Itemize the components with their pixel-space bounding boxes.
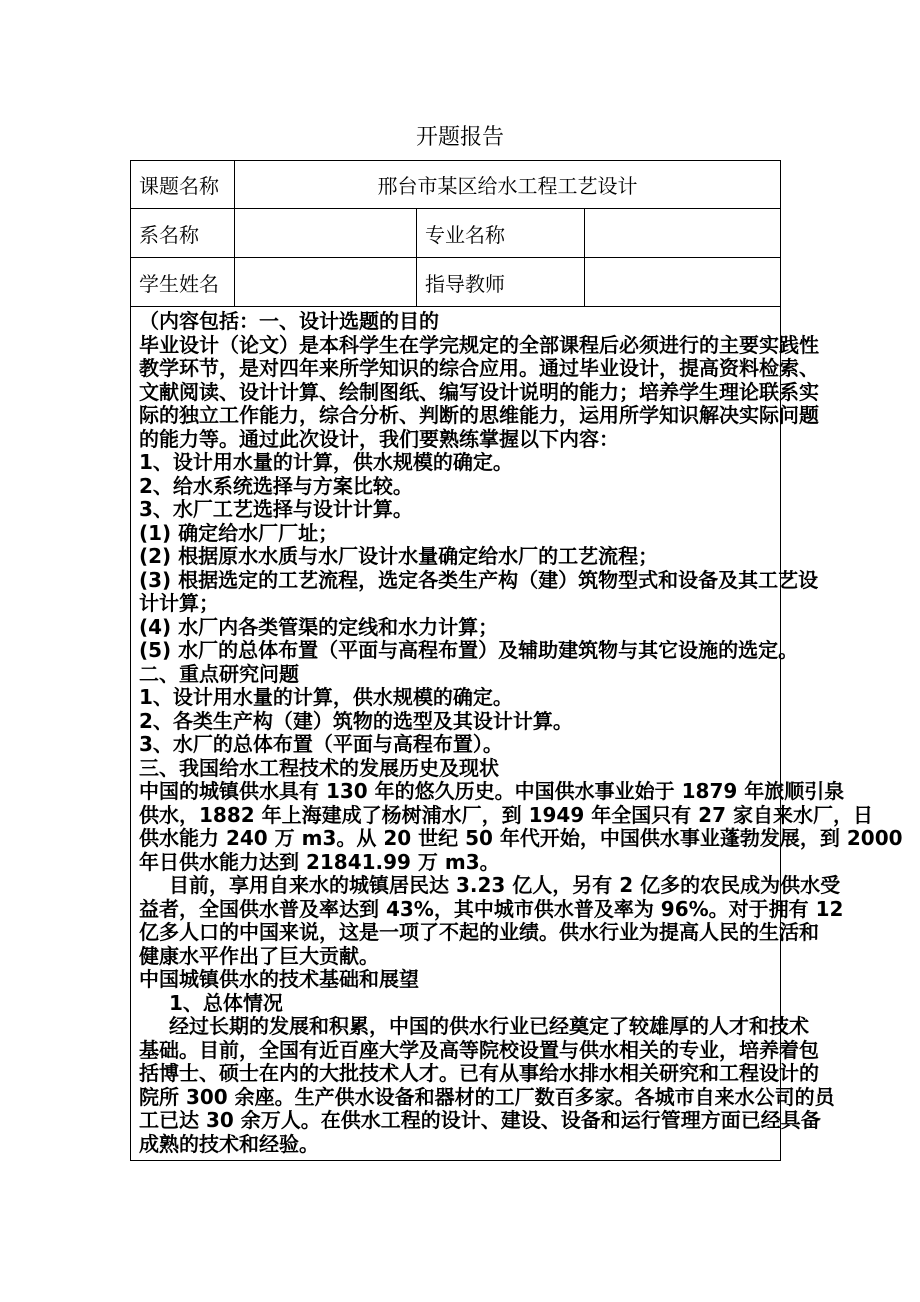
content-line: 中国的城镇供水具有 130 年的悠久历史。中国供水事业始于 1879 年旅顺引泉 xyxy=(139,779,845,803)
student-name-value[interactable] xyxy=(235,258,417,307)
content-line: 文献阅读、设计计算、绘制图纸、编写设计说明的能力；培养学生理论联系实 xyxy=(139,379,819,404)
major-value[interactable] xyxy=(585,209,781,258)
content-line: 益者，全国供水普及率达到 43%，其中城市供水普及率为 96%。对于拥有 12 xyxy=(139,896,844,921)
content-line: 经过长期的发展和积累，中国的供水行业已经奠定了较雄厚的人才和技术 xyxy=(169,1014,809,1038)
content-line: 1、设计用水量的计算，供水规模的确定。 xyxy=(139,450,513,474)
content-line: 2、给水系统选择与方案比较。 xyxy=(139,473,413,498)
content-line: 3、水厂的总体布置（平面与高程布置）。 xyxy=(139,732,503,756)
content-line: (3) 根据选定的工艺流程，选定各类生产构（建）筑物型式和设备及其工艺设 xyxy=(139,567,819,592)
page-title: 开题报告 xyxy=(415,125,504,150)
student-name-label: 学生姓名 xyxy=(131,258,235,307)
content-line: 际的独立工作能力，综合分析、判断的思维能力，运用所学知识解决实际问题 xyxy=(139,403,819,427)
content-line: 年日供水能力达到 21841.99 万 m3。 xyxy=(139,849,500,874)
content-line: 基础。目前，全国有近百座大学及高等院校设置与供水相关的专业，培养着包 xyxy=(139,1037,819,1062)
topic-label: 课题名称 xyxy=(131,161,235,209)
content-line: (1) 确定给水厂厂址； xyxy=(139,520,339,545)
content-line: (5) 水厂的总体布置（平面与高程布置）及辅助建筑物与其它设施的选定。 xyxy=(139,638,799,662)
content-line: 1、总体情况 xyxy=(169,990,283,1015)
content-line: 2、各类生产构（建）筑物的选型及其设计计算。 xyxy=(139,708,573,733)
content-line: （内容包括：一、设计选题的目的 xyxy=(139,309,439,333)
content-line: 中国城镇供水的技术基础和展望 xyxy=(139,967,419,991)
content-line: 1、设计用水量的计算，供水规模的确定。 xyxy=(139,685,513,709)
department-label: 系名称 xyxy=(131,209,235,258)
content-line: 院所 300 余座。生产供水设备和器材的工厂数百多家。各城市自来水公司的员 xyxy=(139,1084,835,1109)
content-line: 亿多人口的中国来说，这是一项了不起的业绩。供水行业为提高人民的生活和 xyxy=(139,920,819,944)
content-line: (4) 水厂内各类管渠的定线和水力计算； xyxy=(139,614,499,639)
department-row xyxy=(131,209,781,258)
content-line: 的能力等。通过此次设计，我们要熟练掌握以下内容： xyxy=(139,426,619,451)
content-line: 工已达 30 余万人。在供水工程的设计、建设、设备和运行管理方面已经具备 xyxy=(139,1108,821,1132)
topic-value: 邢台市某区给水工程工艺设计 xyxy=(235,161,781,209)
content-line: 3、水厂工艺选择与设计计算。 xyxy=(139,497,413,521)
department-value[interactable] xyxy=(235,209,417,258)
content-row xyxy=(131,307,781,1161)
content-line: 括博士、硕士在内的大批技术人才。已有从事给水排水相关研究和工程设计的 xyxy=(139,1061,819,1085)
content-line: 三、我国给水工程技术的发展历史及现状 xyxy=(139,755,499,780)
advisor-label: 指导教师 xyxy=(417,258,585,307)
content-line: 毕业设计（论文）是本科学生在学完规定的全部课程后必须进行的主要实践性 xyxy=(139,332,819,357)
major-label: 专业名称 xyxy=(417,209,585,258)
content-line: 计计算； xyxy=(139,591,219,615)
student-row xyxy=(131,258,781,307)
proposal-form-table xyxy=(130,160,903,1161)
content-line: 二、重点研究问题 xyxy=(139,661,299,686)
content-line: 成熟的技术和经验。 xyxy=(139,1131,319,1156)
advisor-value[interactable] xyxy=(585,258,781,307)
topic-row xyxy=(131,161,781,209)
content-line: 目前，享用自来水的城镇居民达 3.23 亿人，另有 2 亿多的农民成为供水受 xyxy=(169,873,841,897)
content-line: (2) 根据原水水质与水厂设计水量确定给水厂的工艺流程； xyxy=(139,544,659,568)
content-line: 供水能力 240 万 m3。从 20 世纪 50 年代开始，中国供水事业蓬勃发展，到 2000 xyxy=(139,826,903,850)
content-cell xyxy=(131,307,903,1161)
content-line: 教学环节，是对四年来所学知识的综合应用。通过毕业设计，提高资料检索、 xyxy=(139,356,819,380)
content-line: 健康水平作出了巨大贡献。 xyxy=(139,943,379,968)
content-line: 供水，1882 年上海建成了杨树浦水厂，到 1949 年全国只有 27 家自来水厂，日 xyxy=(139,802,873,827)
